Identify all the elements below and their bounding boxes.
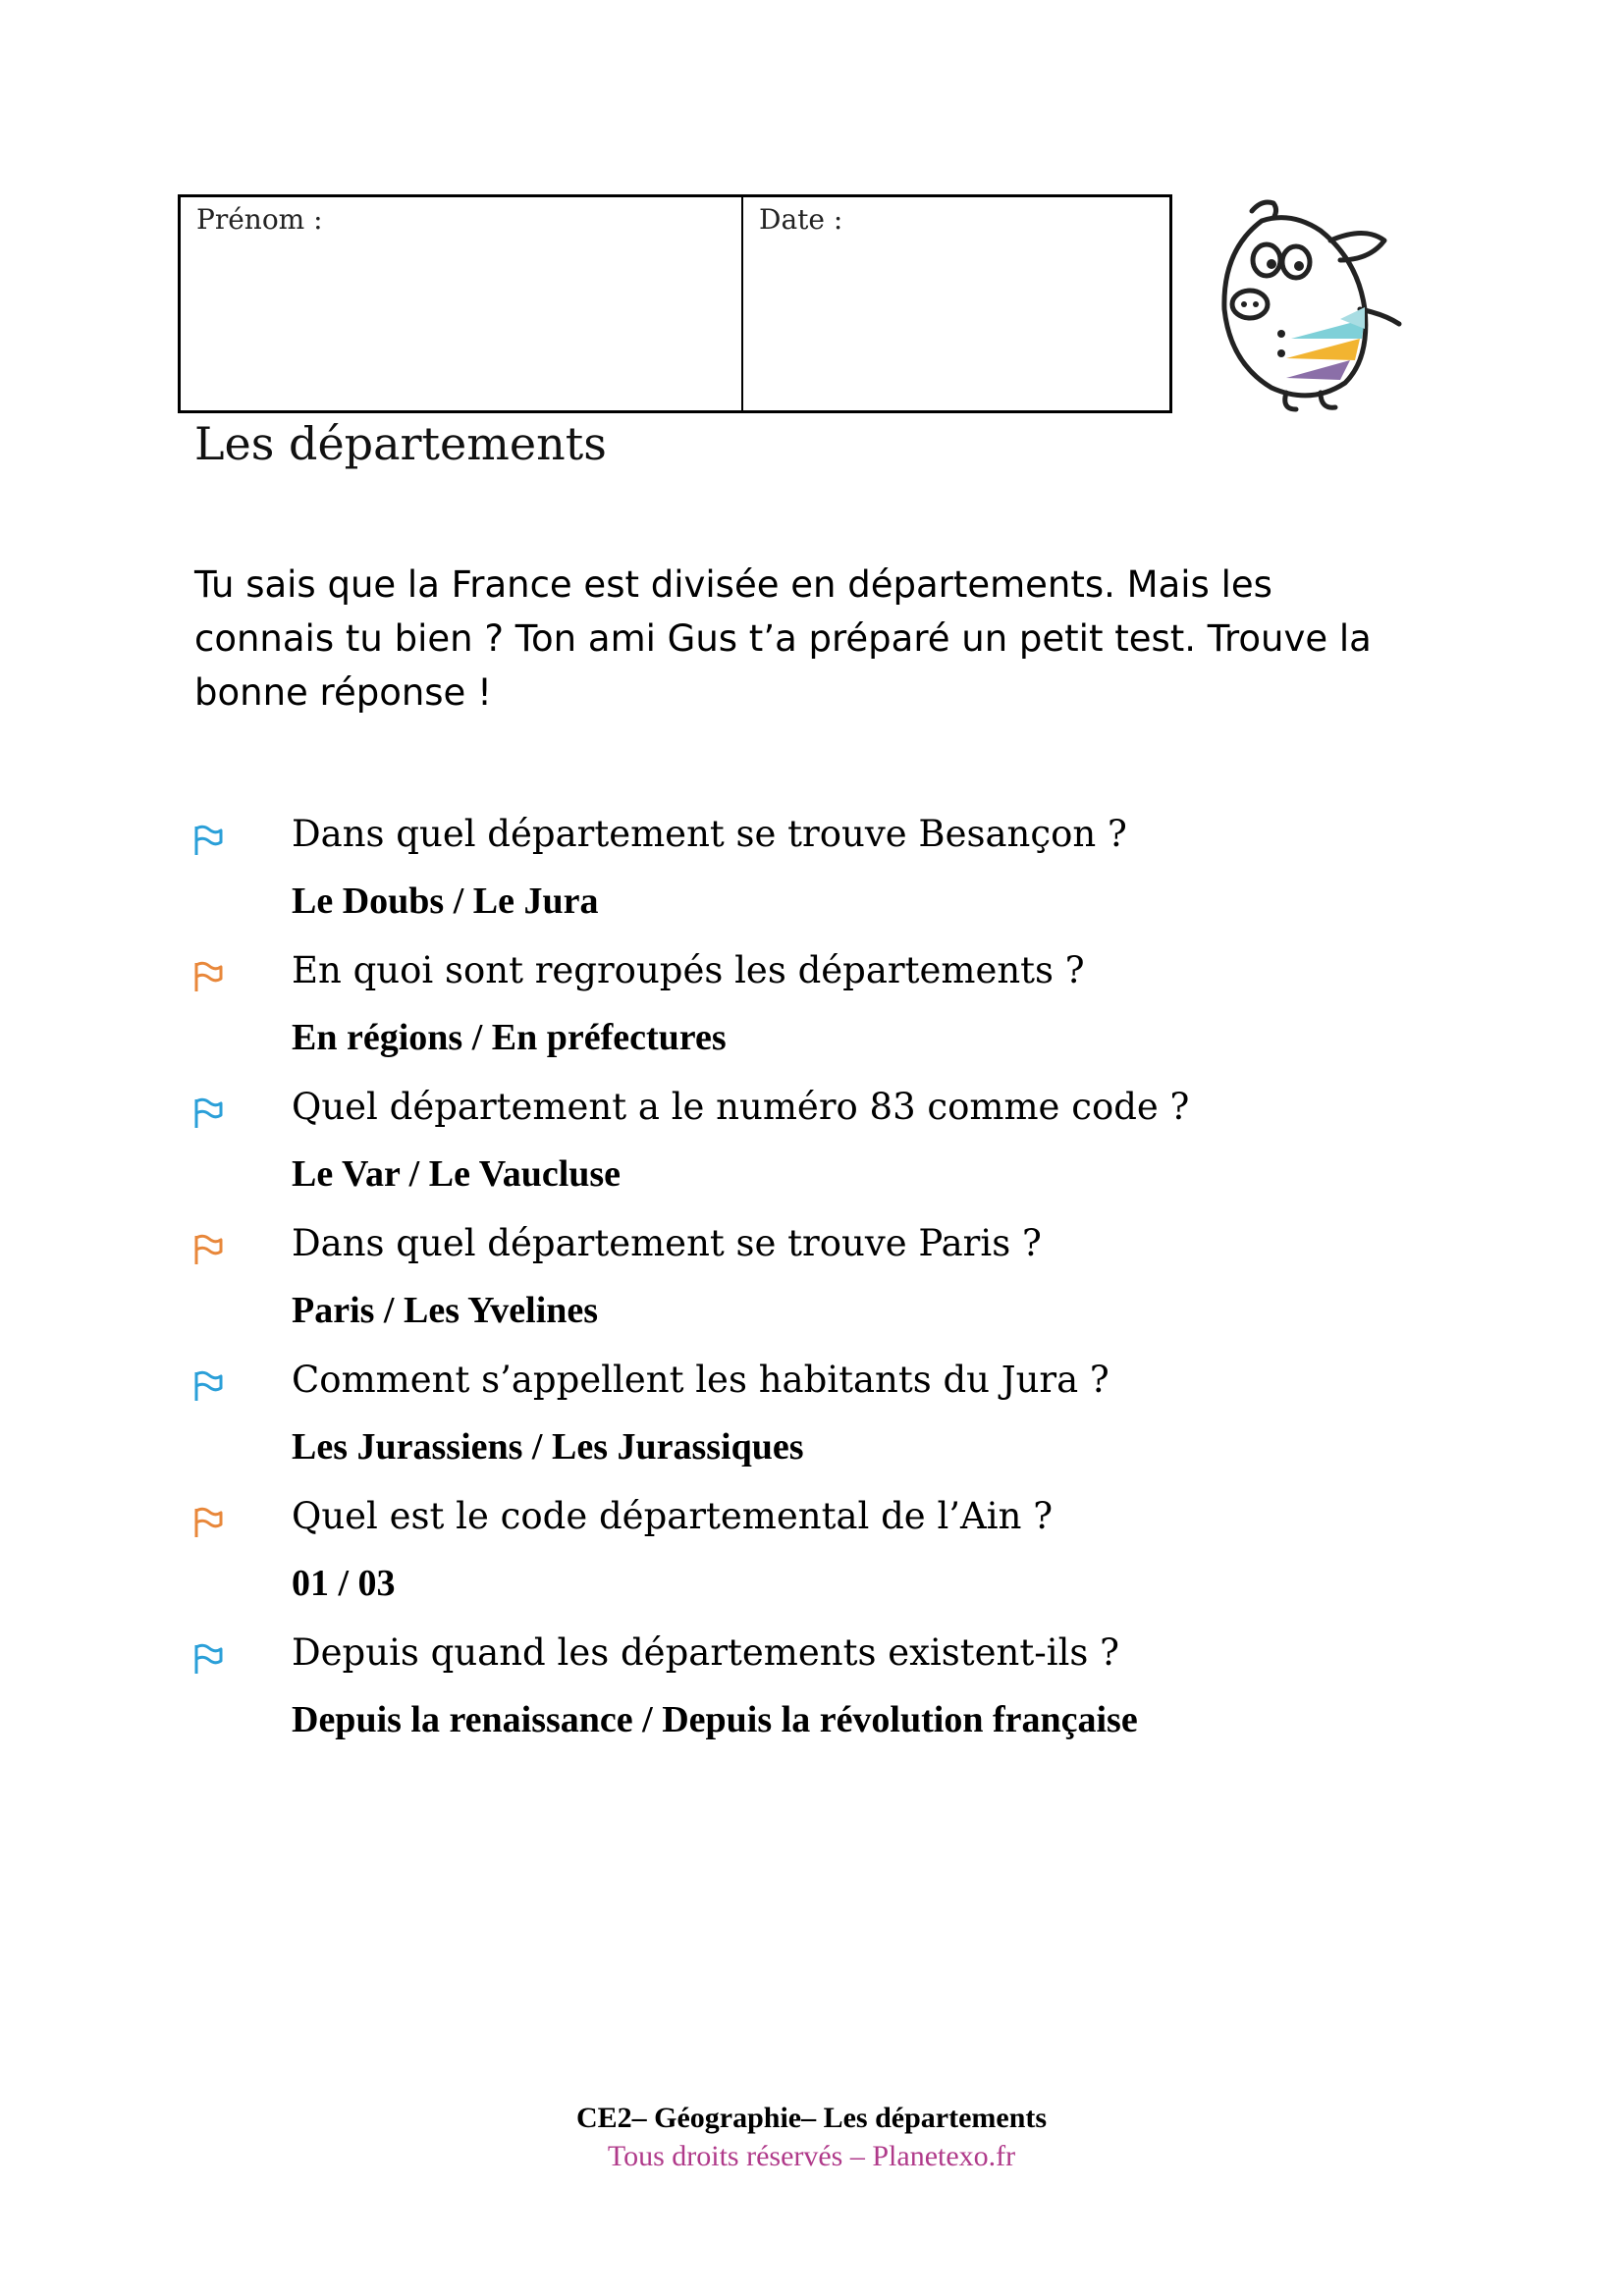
answer-choices[interactable]: Le Var / Le Vaucluse	[292, 1153, 622, 1195]
intro-paragraph: Tu sais que la France est divisée en départements. Mais les connais tu bien ? Ton ami Gus t’a préparé un petit test. Trouve la bonne réponse !	[194, 563, 1372, 714]
name-date-box	[178, 194, 1172, 413]
flag-icon	[191, 1506, 225, 1539]
flag-icon	[191, 1233, 225, 1266]
question-item	[191, 1219, 1468, 1356]
question-item	[191, 1083, 1468, 1219]
answer-choices[interactable]: Les Jurassiens / Les Jurassiques	[292, 1426, 804, 1468]
answer-choices[interactable]: 01 / 03	[292, 1563, 396, 1604]
question-text: Dans quel département se trouve Besançon ?	[292, 813, 1127, 855]
question-list	[191, 810, 1468, 1765]
question-item	[191, 1492, 1468, 1629]
question-item	[191, 1629, 1468, 1765]
question-item	[191, 1356, 1468, 1492]
question-text: Dans quel département se trouve Paris ?	[292, 1222, 1042, 1264]
page-title: Les départements	[194, 417, 607, 470]
first-name-label: Prénom :	[196, 203, 323, 236]
question-item	[191, 810, 1468, 946]
question-text: Quel département a le numéro 83 comme code ?	[292, 1086, 1190, 1128]
answer-choices[interactable]: Paris / Les Yvelines	[292, 1290, 599, 1331]
flag-icon	[191, 1096, 225, 1130]
footer-copyright: Tous droits réservés – Planetexo.fr	[607, 2140, 1016, 2172]
flag-icon	[191, 960, 225, 993]
question-text: En quoi sont regroupés les départements ?	[292, 949, 1085, 991]
question-text: Depuis quand les départements existent-ils ?	[292, 1631, 1119, 1674]
footer-course-label: CE2– Géographie– Les départements	[575, 2102, 1048, 2134]
answer-choices[interactable]: En régions / En préfectures	[292, 1017, 727, 1058]
date-label: Date :	[759, 203, 843, 236]
flag-icon	[191, 824, 225, 857]
answer-choices[interactable]: Depuis la renaissance / Depuis la révolution française	[292, 1699, 1138, 1740]
flag-icon	[191, 1369, 225, 1403]
answer-choices[interactable]: Le Doubs / Le Jura	[292, 881, 599, 922]
date-cell[interactable]	[743, 197, 1169, 410]
first-name-cell[interactable]	[181, 197, 743, 410]
question-text: Quel est le code départemental de l’Ain ?	[292, 1495, 1054, 1537]
gus-mascot-illustration	[1193, 191, 1409, 417]
flag-icon	[191, 1642, 225, 1676]
question-text: Comment s’appellent les habitants du Jura ?	[292, 1359, 1109, 1401]
question-item	[191, 946, 1468, 1083]
